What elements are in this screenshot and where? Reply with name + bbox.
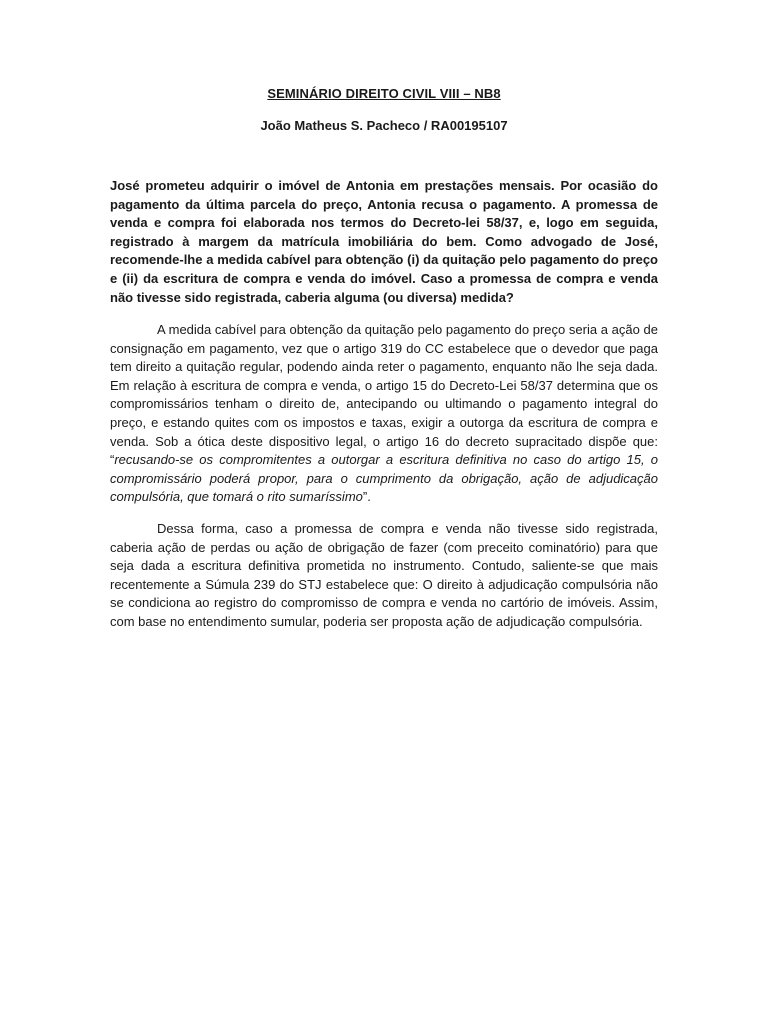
answer-paragraph-2: Dessa forma, caso a promessa de compra e venda não tivesse sido registrada, caberia ação de perdas ou ação de obrigação de fazer (com preceito cominatório) para que seja dada a escritura definitiva prometida no instrumento. Contudo, saliente-se que mais recentemente a Súmula 239 do STJ estabelece que: O direito à adjudicação compulsória não se condiciona ao registro do compromisso de compra e venda no cartório de imóveis. Assim, com base no entendimento sumular, poderia ser proposta ação de adjudicação compulsória. (110, 521, 658, 629)
legal-quote: recusando-se os compromitentes a outorgar a escritura definitiva no caso do artigo 15, o compromissário poderá propor, para o cumprimento da obrigação, ação de adjudicação compulsória, que tomará o rito sumaríssimo (110, 452, 658, 505)
author-line: João Matheus S. Pacheco / RA00195107 (260, 118, 508, 133)
answer-paragraph-1 (110, 321, 658, 507)
quote-closing: ”. (362, 489, 371, 505)
document-title: SEMINÁRIO DIREITO CIVIL VIII – NB8 (267, 86, 501, 101)
question-paragraph: José prometeu adquirir o imóvel de Antonia em prestações mensais. Por ocasião do pagamento da última parcela do preço, Antonia recusa o pagamento. A promessa de venda e compra foi elaborada nos termos do Decreto-lei 58/37, e, logo em seguida, registrado à margem da matrícula imobiliária do bem. Como advogado de José, recomende-lhe a medida cabível para obtenção (i) da quitação pelo pagamento do preço e (ii) da escritura de compra e venda do imóvel. Caso a promessa de compra e venda não tivesse sido registrada, caberia alguma (ou diversa) medida? (110, 178, 658, 305)
answer-paragraph-1-text: A medida cabível para obtenção da quitação pelo pagamento do preço seria a ação de consignação em pagamento, vez que o artigo 319 do CC estabelece que o devedor que paga tem direito a quitação regular, podendo ainda reter o pagamento, enquanto não lhe seja dada. Em relação à escritura de compra e venda, o artigo 15 do Decreto-Lei 58/37 determina que os compromissários tenham o direito de, antecipando ou ultimando o pagamento integral do preço, e estando quites com os impostos e taxas, exigir a outorga da escritura de compra e venda. Sob a ótica deste dispositivo legal, o artigo 16 do decreto supracitado dispõe que: “ (110, 322, 658, 468)
